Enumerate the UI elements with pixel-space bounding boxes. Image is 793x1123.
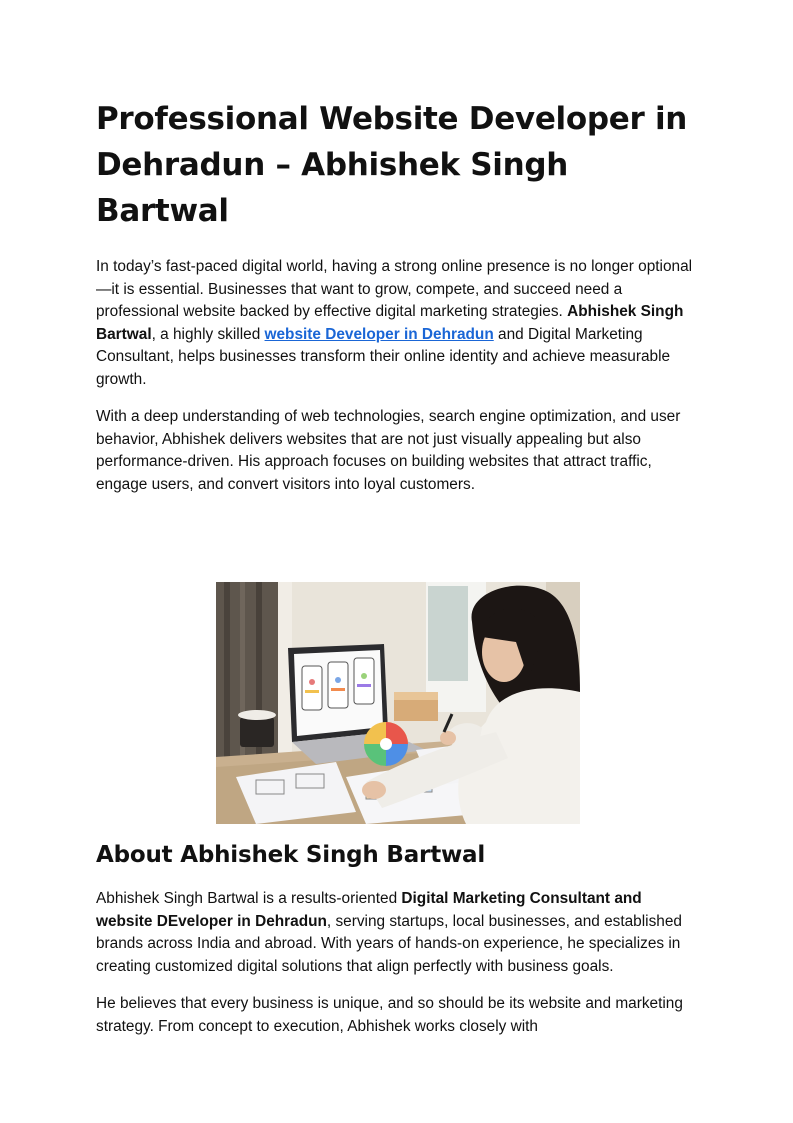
about-role-bold: Digital Marketing Consultant and website DEveloper in Dehradun (96, 890, 642, 930)
article (96, 96, 700, 1038)
intro-text-a: In today’s fast-paced digital world, having a strong online presence is no longer optional—it is essential. Businesses that want to grow, compete, and succeed need a professional website backed by effective digital marketing strategies. (96, 258, 693, 320)
about-heading: About Abhishek Singh Bartwal (96, 842, 486, 868)
about-text-b: , serving startups, local businesses, and established brands across India and abroad. With years of hands-on experience, he specializes in creating customized digital solutions that align perfectly with business goals. (96, 912, 682, 975)
intro-paragraph-2: With a deep understanding of web technologies, search engine optimization, and user behavior, Abhishek delivers websites that are not just visually appealing but also performance-driven. His approach focuses on building websites that attract traffic, engage users, and convert visitors into loyal customers. (96, 408, 681, 493)
page-title: Professional Website Developer in Dehradun – Abhishek Singh Bartwal (96, 101, 688, 229)
intro-text-b: , a highly skilled (151, 325, 265, 343)
website-developer-link[interactable]: website Developer in Dehradun (264, 325, 494, 343)
about-paragraph-1 (96, 888, 700, 978)
intro-text-c: and Digital Marketing Consultant, helps businesses transform their online identity and achieve measurable growth. (96, 325, 671, 388)
about-paragraph-2: He believes that every business is unique, and so should be its website and marketing strategy. From concept to execution, Abhishek works closely with (96, 995, 683, 1035)
designer-photo (216, 582, 580, 824)
intro-paragraph-1 (96, 256, 700, 391)
author-name-bold: Abhishek Singh Bartwal (96, 303, 684, 343)
about-text-a: Abhishek Singh Bartwal is a results-oriented (96, 890, 402, 907)
